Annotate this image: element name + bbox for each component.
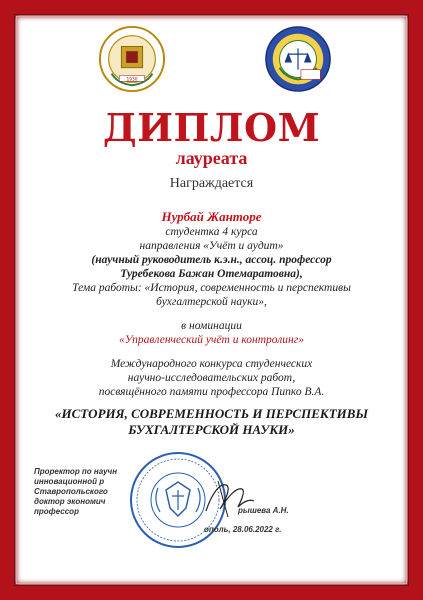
nomination-name: «Управленческий учёт и контролинг» — [119, 334, 304, 346]
awarded-label: Награждается — [169, 176, 254, 191]
university-emblem-left — [98, 25, 166, 93]
topic-line-1: Тема работы: «История, современность и перспективы — [72, 282, 351, 294]
signatory-name: рышева А.Н. — [238, 506, 289, 515]
signatory-line-2: инновационной р — [34, 477, 105, 486]
recipient-name: Нурбай Жанторе — [161, 209, 262, 224]
student-course: студентка 4 курса — [165, 226, 258, 238]
contest-line-1: Международного конкурса студенческих — [110, 358, 313, 370]
contest-line-2: научно-исследовательских работ, — [127, 372, 296, 384]
diploma-title: ДИПЛОМ — [102, 105, 321, 150]
diploma-subtitle: лауреата — [175, 148, 248, 168]
headline-line-1: «ИСТОРИЯ, СОВРЕМЕННОСТЬ И ПЕРСПЕКТИВЫ — [54, 406, 369, 421]
topic-line-2: бухгалтерской науки», — [156, 296, 267, 308]
signatory-line-1: Проректор по научн — [34, 467, 118, 476]
signatory-line-5: профессор — [34, 507, 79, 516]
place-and-date: ополь, 28.06.2022 г. — [204, 525, 282, 534]
signatory-line-3: Ставропольского — [34, 487, 108, 496]
diploma-content — [20, 20, 403, 580]
study-direction: направления «Учёт и аудит» — [139, 240, 284, 252]
emblem-year: 1930 — [126, 77, 138, 83]
nomination-label: в номинации — [181, 320, 242, 332]
handwritten-signature — [198, 473, 258, 523]
advisor-line-2: Туребекова Бажан Отемаратовна), — [120, 268, 303, 280]
advisor-line-1: (научный руководитель к.э.н., ассоц. профессор — [91, 254, 332, 266]
signatory-title — [34, 467, 117, 517]
contest-line-3: посвящённого памяти профессора Пипко В.А. — [98, 386, 325, 398]
faculty-emblem-right — [264, 25, 332, 93]
headline-line-2: БУХГАЛТЕРСКОЙ НАУКИ» — [128, 422, 295, 437]
signatory-line-4: доктор экономич — [34, 497, 106, 506]
